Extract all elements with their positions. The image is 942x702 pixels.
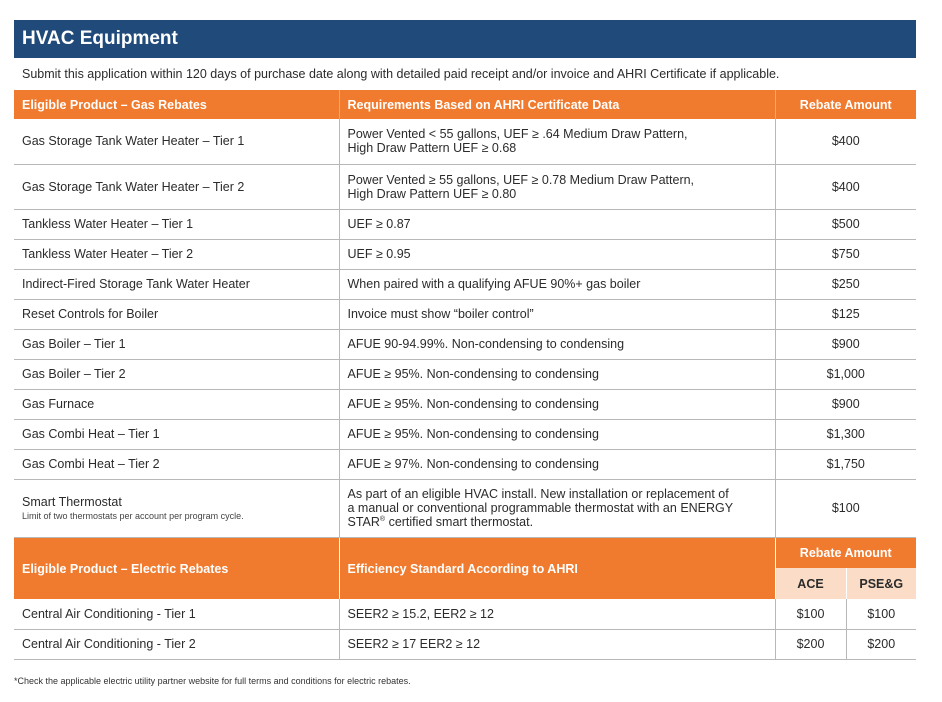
table-row <box>14 389 916 419</box>
product-name: Gas Boiler – Tier 1 <box>14 329 339 359</box>
requirement: AFUE ≥ 95%. Non-condensing to condensing <box>339 389 775 419</box>
product-name: Central Air Conditioning - Tier 1 <box>14 599 339 629</box>
header-requirements: Requirements Based on AHRI Certificate Data <box>339 90 775 119</box>
rebate-amount: $125 <box>775 299 916 329</box>
requirement: AFUE ≥ 95%. Non-condensing to condensing <box>339 359 775 389</box>
requirement: AFUE ≥ 97%. Non-condensing to condensing <box>339 449 775 479</box>
table-row <box>14 299 916 329</box>
rebate-amount: $250 <box>775 269 916 299</box>
rebate-amount: $400 <box>775 164 916 209</box>
table-row <box>14 359 916 389</box>
table-row <box>14 209 916 239</box>
table-row <box>14 629 916 659</box>
requirement: Power Vented < 55 gallons, UEF ≥ .64 Medium Draw Pattern, High Draw Pattern UEF ≥ 0.68 <box>339 119 775 164</box>
header-pseg: PSE&G <box>846 568 916 599</box>
product-name: Indirect-Fired Storage Tank Water Heater <box>14 269 339 299</box>
table-row <box>14 449 916 479</box>
table-row <box>14 239 916 269</box>
requirement: When paired with a qualifying AFUE 90%+ gas boiler <box>339 269 775 299</box>
rebate-amount: $400 <box>775 119 916 164</box>
ace-amount: $100 <box>775 599 846 629</box>
gas-table-header <box>14 90 916 119</box>
header-electric-product: Eligible Product – Electric Rebates <box>14 538 339 599</box>
product-name: Gas Combi Heat – Tier 2 <box>14 449 339 479</box>
requirement: AFUE ≥ 95%. Non-condensing to condensing <box>339 419 775 449</box>
header-efficiency-standard: Efficiency Standard According to AHRI <box>339 538 775 599</box>
header-electric-rebate-amount: Rebate Amount <box>775 538 916 568</box>
table-row <box>14 419 916 449</box>
header-ace: ACE <box>775 568 846 599</box>
table-row-smart-thermostat <box>14 479 916 537</box>
product-name: Gas Storage Tank Water Heater – Tier 2 <box>14 164 339 209</box>
thermostat-limit-note: Limit of two thermostats per account per program cycle. <box>22 511 244 521</box>
product-name: Tankless Water Heater – Tier 2 <box>14 239 339 269</box>
rebate-amount: $100 <box>775 479 916 537</box>
requirement: UEF ≥ 0.87 <box>339 209 775 239</box>
efficiency-standard: SEER2 ≥ 17 EER2 ≥ 12 <box>339 629 775 659</box>
table-row <box>14 164 916 209</box>
header-product: Eligible Product – Gas Rebates <box>14 90 339 119</box>
gas-rebates-table <box>14 90 916 538</box>
table-row <box>14 599 916 629</box>
table-row <box>14 119 916 164</box>
footnote: *Check the applicable electric utility partner website for full terms and conditions for electric rebates. <box>14 676 411 686</box>
electric-table-header <box>14 538 916 568</box>
rebate-amount: $750 <box>775 239 916 269</box>
table-row <box>14 329 916 359</box>
product-name: Gas Furnace <box>14 389 339 419</box>
rebate-amount: $1,300 <box>775 419 916 449</box>
product-name: Tankless Water Heater – Tier 1 <box>14 209 339 239</box>
rebate-amount: $500 <box>775 209 916 239</box>
rebate-amount: $1,000 <box>775 359 916 389</box>
product-name: Gas Storage Tank Water Heater – Tier 1 <box>14 119 339 164</box>
product-name <box>14 479 339 537</box>
pseg-amount: $200 <box>846 629 916 659</box>
header-rebate-amount: Rebate Amount <box>775 90 916 119</box>
efficiency-standard: SEER2 ≥ 15.2, EER2 ≥ 12 <box>339 599 775 629</box>
requirement: As part of an eligible HVAC install. New installation or replacement of a manual or conventional programmable thermostat with an ENERGY STAR® certified smart thermostat. <box>339 479 775 537</box>
rebate-amount: $900 <box>775 329 916 359</box>
pseg-amount: $100 <box>846 599 916 629</box>
ace-amount: $200 <box>775 629 846 659</box>
electric-rebates-table <box>14 538 916 660</box>
requirement: AFUE 90-94.99%. Non-condensing to condensing <box>339 329 775 359</box>
table-row <box>14 269 916 299</box>
product-name: Central Air Conditioning - Tier 2 <box>14 629 339 659</box>
intro-text: Submit this application within 120 days of purchase date along with detailed paid receipt and/or invoice and AHRI Certificate if applicable. <box>22 67 780 81</box>
requirement: Power Vented ≥ 55 gallons, UEF ≥ 0.78 Medium Draw Pattern, High Draw Pattern UEF ≥ 0.80 <box>339 164 775 209</box>
rebate-amount: $1,750 <box>775 449 916 479</box>
product-name: Gas Combi Heat – Tier 1 <box>14 419 339 449</box>
requirement: UEF ≥ 0.95 <box>339 239 775 269</box>
rebate-amount: $900 <box>775 389 916 419</box>
requirement: Invoice must show “boiler control” <box>339 299 775 329</box>
thermostat-label: Smart Thermostat <box>22 495 122 509</box>
product-name: Gas Boiler – Tier 2 <box>14 359 339 389</box>
section-title: HVAC Equipment <box>14 20 916 58</box>
product-name: Reset Controls for Boiler <box>14 299 339 329</box>
